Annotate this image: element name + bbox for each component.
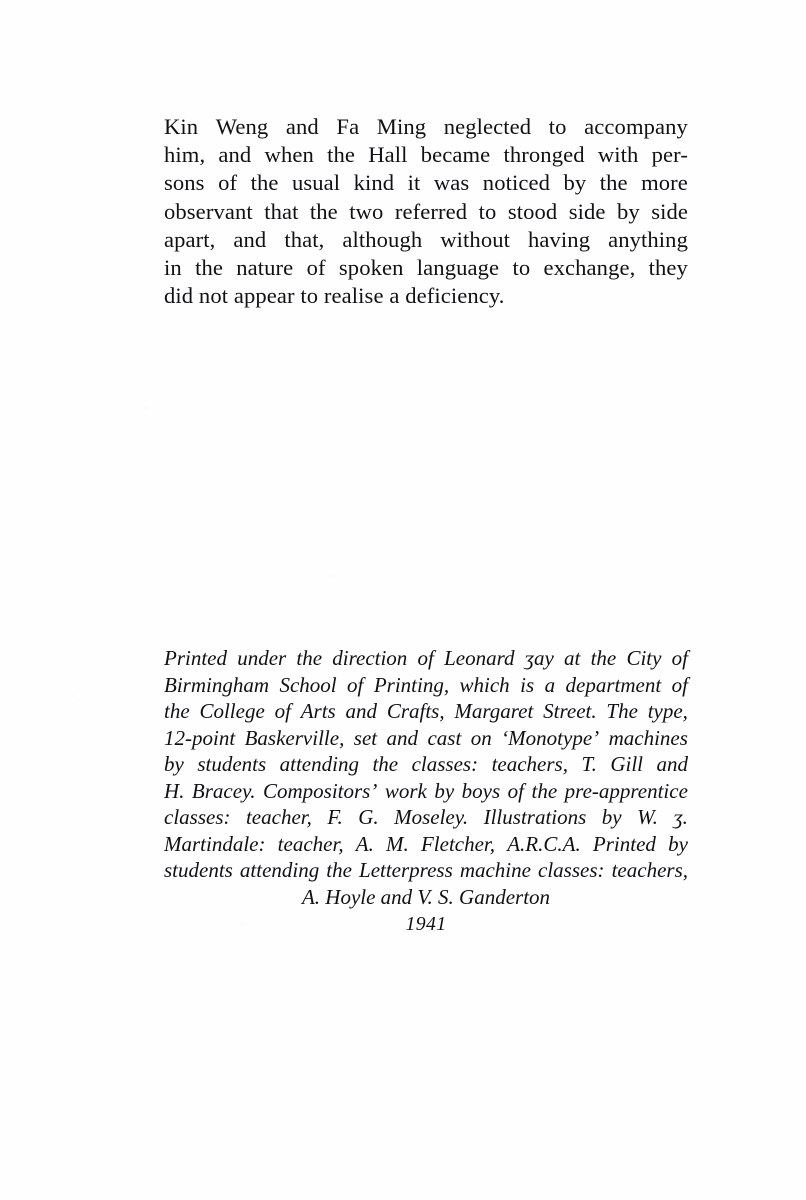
word: Kin bbox=[164, 114, 199, 139]
word: Gill bbox=[610, 752, 643, 776]
text-line bbox=[164, 672, 688, 699]
word: Hall bbox=[368, 142, 408, 168]
word: at bbox=[564, 646, 581, 670]
text-line bbox=[164, 113, 688, 141]
word: a bbox=[544, 672, 556, 697]
word: attending bbox=[239, 858, 320, 882]
word: side bbox=[568, 198, 606, 224]
word: and bbox=[386, 725, 419, 750]
word: the bbox=[590, 646, 617, 670]
word: Margaret bbox=[454, 699, 534, 723]
word: to bbox=[548, 114, 567, 139]
word: is bbox=[520, 672, 535, 697]
word: thronged bbox=[503, 142, 585, 168]
word: of bbox=[274, 699, 291, 723]
word: W. bbox=[637, 805, 658, 829]
word: cast bbox=[427, 725, 462, 750]
word: and bbox=[285, 114, 319, 139]
line-text: A. Hoyle and V. S. Ganderton bbox=[301, 884, 551, 909]
word: classes: bbox=[164, 805, 231, 829]
word: nature bbox=[236, 255, 294, 281]
word: Birmingham bbox=[164, 672, 269, 697]
word: teacher, bbox=[277, 831, 344, 856]
text-line bbox=[164, 751, 688, 778]
word: without bbox=[440, 226, 510, 252]
word: G. bbox=[358, 805, 379, 829]
word: Illustrations bbox=[483, 805, 587, 829]
word: which bbox=[459, 672, 510, 697]
word: neglected bbox=[443, 114, 532, 139]
word: Street. bbox=[543, 699, 597, 723]
word: language bbox=[416, 255, 500, 281]
word: attending bbox=[279, 752, 359, 776]
word: they bbox=[648, 255, 688, 281]
word: teacher, bbox=[245, 805, 312, 829]
word: Printed bbox=[164, 646, 227, 670]
word: the bbox=[195, 255, 223, 281]
text-line bbox=[164, 831, 688, 858]
word: to bbox=[478, 198, 497, 224]
word: of bbox=[671, 646, 688, 670]
word: it bbox=[407, 170, 421, 196]
word: direction bbox=[332, 646, 408, 670]
word: type, bbox=[647, 699, 688, 723]
word: when bbox=[264, 142, 314, 168]
word: Moseley. bbox=[394, 805, 469, 829]
word: accompany bbox=[584, 114, 688, 139]
text-line bbox=[164, 804, 688, 831]
word: City bbox=[626, 646, 662, 670]
word: work bbox=[384, 778, 427, 803]
word: by bbox=[164, 752, 184, 776]
text-line bbox=[164, 884, 688, 911]
word: the bbox=[372, 752, 399, 776]
word: side bbox=[651, 198, 688, 224]
word: apart, bbox=[164, 226, 216, 252]
text-line bbox=[164, 254, 688, 282]
word: anything bbox=[608, 226, 688, 252]
word: referred bbox=[394, 198, 468, 224]
word: Leonard bbox=[444, 646, 515, 670]
word: of bbox=[218, 170, 238, 196]
word: by bbox=[668, 831, 688, 856]
text-line bbox=[164, 698, 688, 725]
word: by bbox=[434, 778, 455, 803]
word: Printing, bbox=[373, 672, 450, 697]
word: the bbox=[327, 142, 355, 168]
word: him, bbox=[164, 142, 206, 168]
word: of bbox=[671, 672, 688, 697]
word: T. bbox=[581, 752, 597, 776]
word: of bbox=[306, 255, 326, 281]
word: spoken bbox=[338, 255, 404, 281]
word: that bbox=[264, 198, 299, 224]
word: boys bbox=[461, 778, 501, 803]
word: teachers, bbox=[611, 858, 688, 882]
word: two bbox=[349, 198, 384, 224]
word: sons bbox=[164, 170, 205, 196]
word: with bbox=[597, 142, 639, 168]
word: the bbox=[296, 646, 323, 670]
word: in bbox=[164, 255, 182, 281]
text-line bbox=[164, 282, 688, 310]
word: under bbox=[237, 646, 287, 670]
text-line bbox=[164, 141, 688, 169]
word: having bbox=[528, 226, 591, 252]
word: that, bbox=[284, 226, 325, 252]
word: H. bbox=[164, 778, 185, 803]
word: set bbox=[353, 725, 378, 750]
word: department bbox=[565, 672, 662, 697]
word: of bbox=[347, 672, 364, 697]
colophon-block bbox=[164, 645, 688, 938]
word: although bbox=[342, 226, 423, 252]
word: stood bbox=[507, 198, 558, 224]
word: pre-apprentice bbox=[564, 778, 688, 803]
word: exchange, bbox=[543, 255, 636, 281]
word: by bbox=[616, 198, 640, 224]
word: by bbox=[563, 170, 587, 196]
word: School bbox=[279, 672, 337, 697]
word: machines bbox=[608, 725, 688, 750]
word: was bbox=[433, 170, 470, 196]
word: Arts bbox=[300, 699, 336, 723]
word: The bbox=[606, 699, 638, 723]
word: Fletcher, bbox=[420, 831, 496, 856]
word: to bbox=[512, 255, 531, 281]
word: and bbox=[218, 142, 252, 168]
line-text: did not appear to realise a deficiency. bbox=[164, 283, 505, 309]
word: per- bbox=[651, 142, 688, 168]
word: of bbox=[417, 646, 434, 670]
word: Martindale: bbox=[164, 831, 266, 856]
word: of bbox=[507, 778, 525, 803]
word: A. bbox=[355, 831, 374, 856]
text-line bbox=[164, 857, 688, 884]
word: and bbox=[656, 752, 688, 776]
word: classes: bbox=[538, 858, 605, 882]
word: the bbox=[531, 778, 558, 803]
word: usual bbox=[291, 170, 341, 196]
text-line bbox=[164, 778, 688, 805]
word: ‘Monotype’ bbox=[501, 725, 600, 750]
word: teachers, bbox=[491, 752, 568, 776]
word: Compositors’ bbox=[262, 778, 378, 803]
word: and bbox=[233, 226, 267, 252]
word: more bbox=[641, 170, 688, 196]
word: Ming bbox=[376, 114, 427, 139]
word: classes: bbox=[411, 752, 479, 776]
text-line bbox=[164, 910, 688, 938]
word: the bbox=[309, 198, 338, 224]
text-line bbox=[164, 645, 688, 672]
word: students bbox=[164, 858, 233, 882]
text-line bbox=[164, 226, 688, 254]
text-line bbox=[164, 725, 688, 752]
word: 12-point bbox=[164, 725, 236, 750]
word: Bracey. bbox=[191, 778, 256, 803]
word: A.R.C.A. bbox=[507, 831, 581, 856]
word: ʒay bbox=[524, 646, 554, 670]
word: Weng bbox=[215, 114, 269, 139]
word: ʒ. bbox=[673, 805, 688, 829]
word: Fa bbox=[336, 114, 360, 139]
word: the bbox=[326, 858, 352, 882]
word: Printed bbox=[592, 831, 656, 856]
body-paragraph bbox=[164, 113, 688, 310]
word: F. bbox=[327, 805, 343, 829]
text-line bbox=[164, 169, 688, 197]
word: Letterpress bbox=[359, 858, 453, 882]
word: became bbox=[420, 142, 491, 168]
year-text: 1941 bbox=[405, 913, 447, 935]
word: Baskerville, bbox=[244, 725, 345, 750]
word: on bbox=[470, 725, 492, 750]
word: students bbox=[197, 752, 267, 776]
word: noticed bbox=[482, 170, 550, 196]
word: kind bbox=[353, 170, 395, 196]
word: the bbox=[599, 170, 628, 196]
text-line bbox=[164, 198, 688, 226]
word: the bbox=[250, 170, 279, 196]
word: machine bbox=[459, 858, 531, 882]
word: observant bbox=[164, 198, 253, 224]
word: by bbox=[601, 805, 622, 829]
word: the bbox=[164, 699, 190, 723]
word: and bbox=[345, 699, 378, 723]
word: College bbox=[199, 699, 265, 723]
word: M. bbox=[386, 831, 409, 856]
word: Crafts, bbox=[386, 699, 445, 723]
